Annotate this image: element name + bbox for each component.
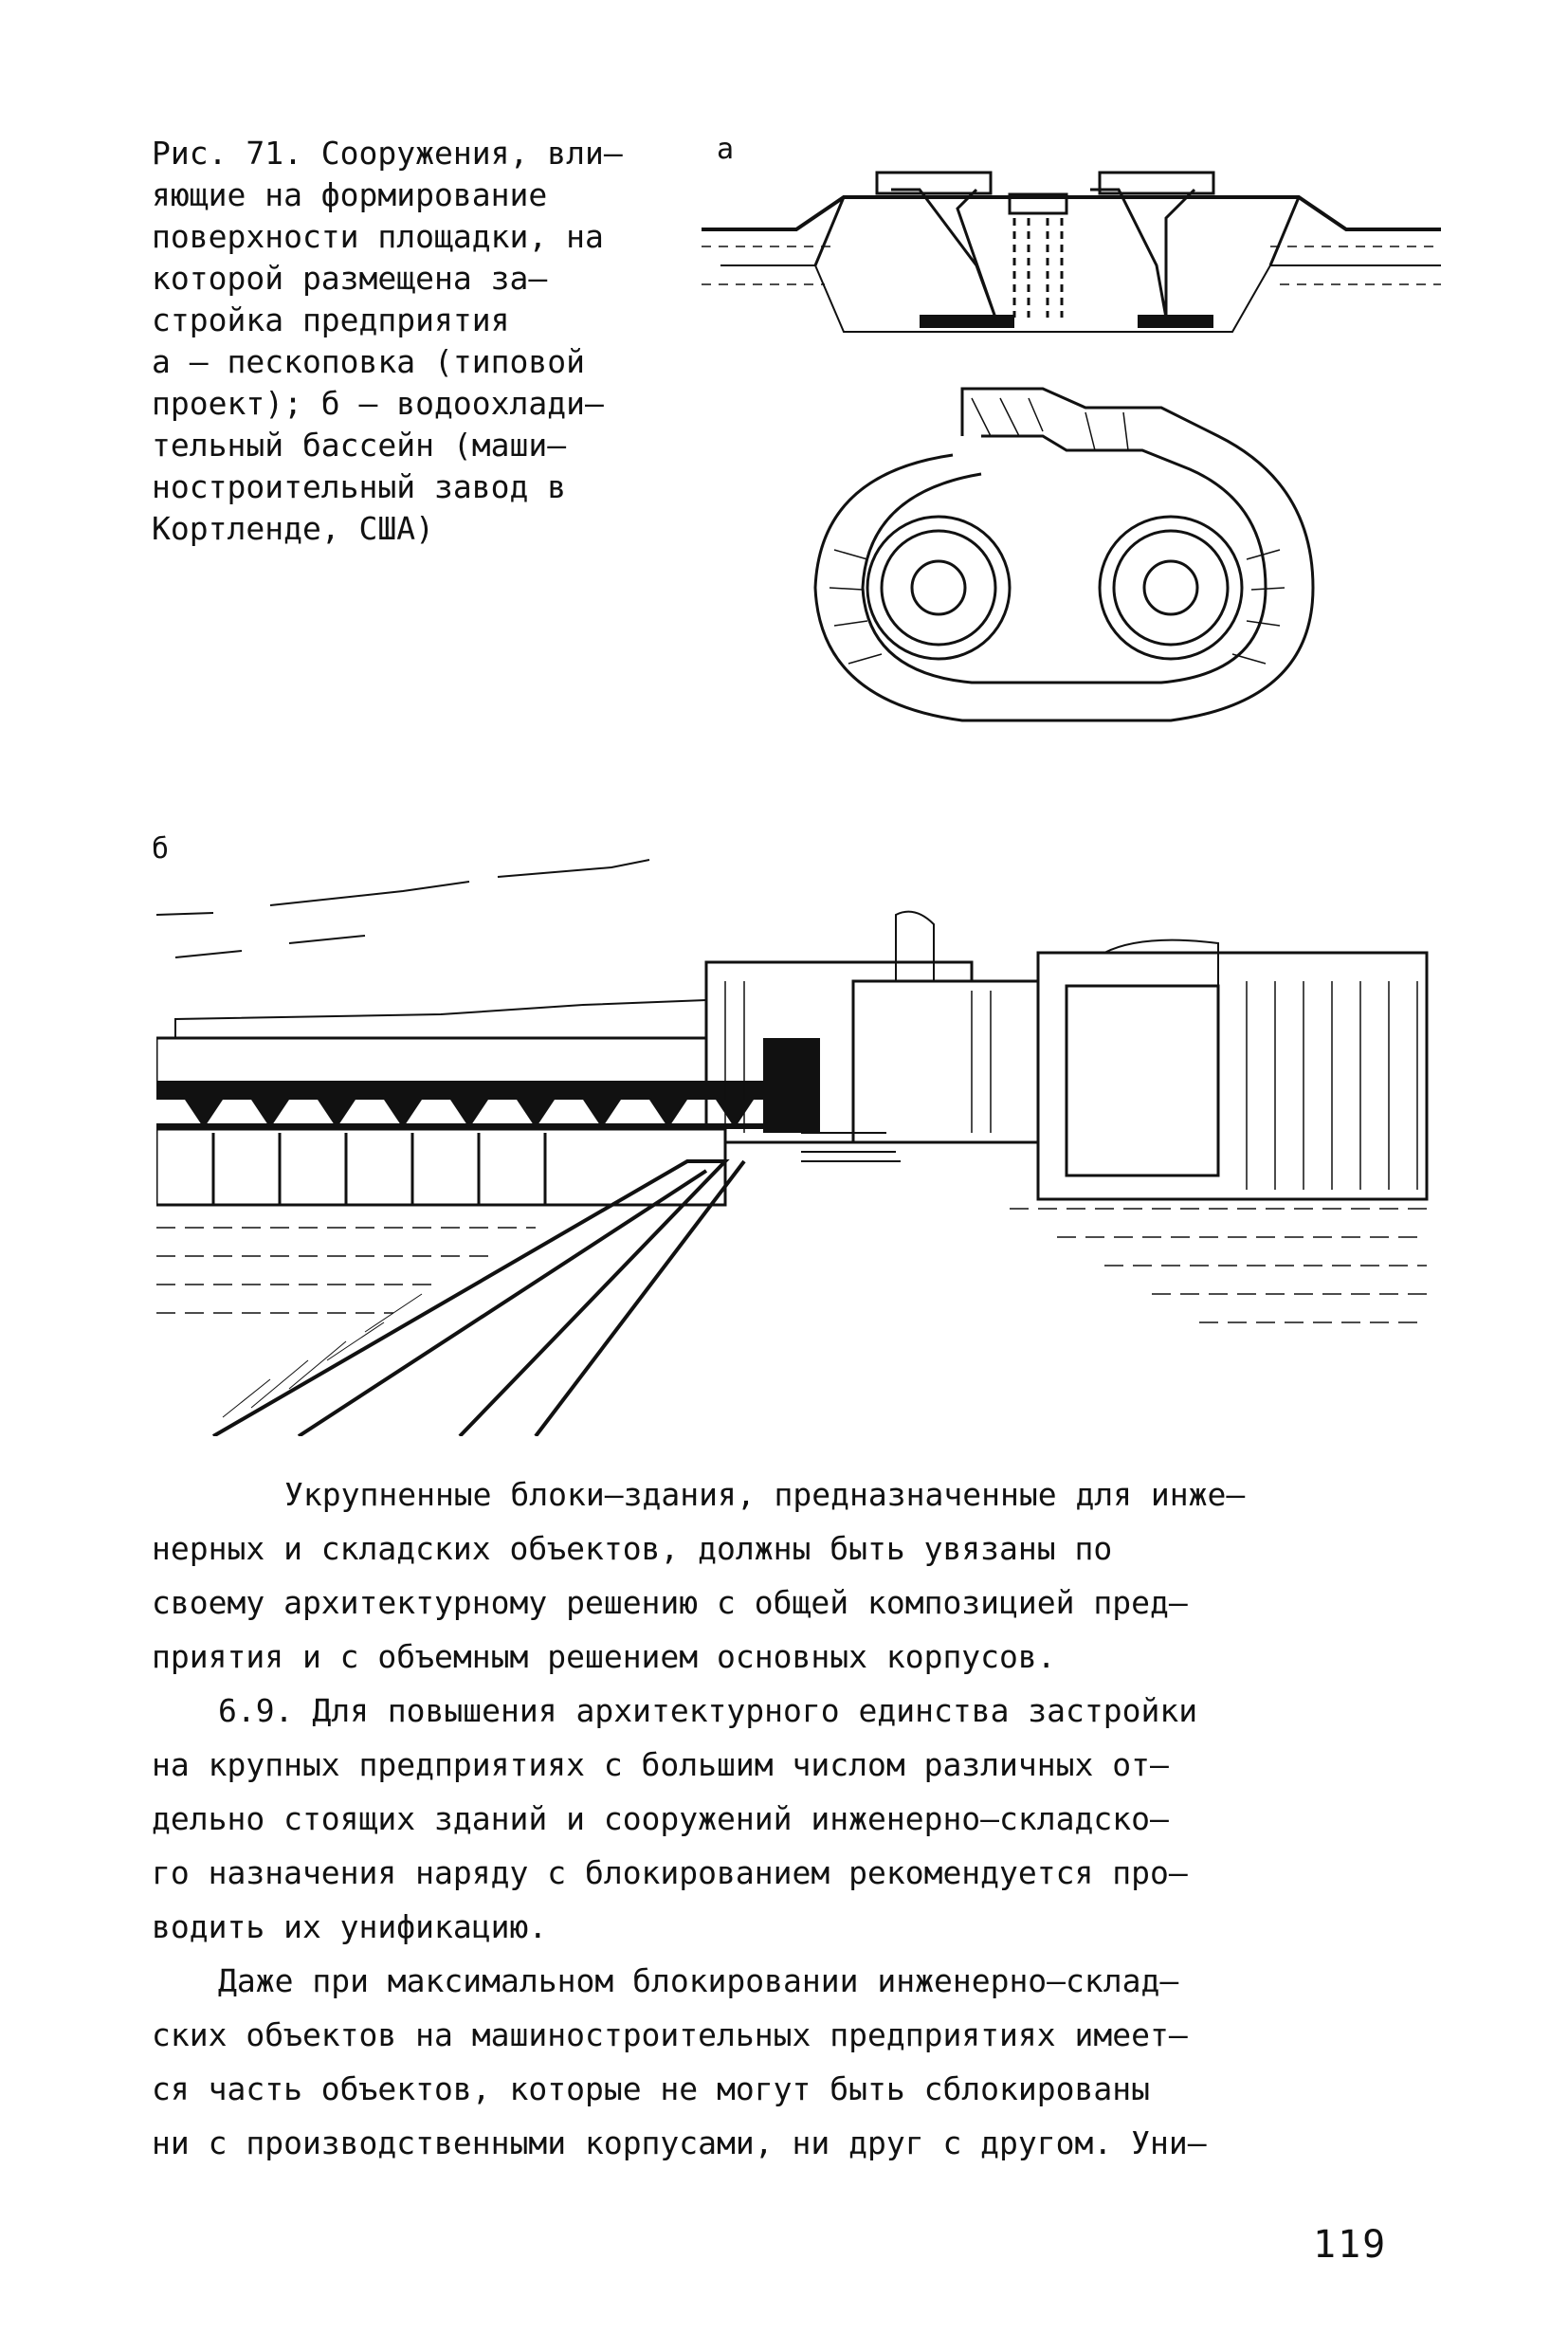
body-line: нерных и складских объектов, должны быть увязаны по bbox=[152, 1530, 1113, 1567]
body-line: приятия и с объемным решением основных корпусов. bbox=[152, 1638, 1056, 1675]
caption-line: поверхности площадки, на bbox=[152, 218, 604, 255]
body-line: го назначения наряду с блокированием рекомендуется про– bbox=[152, 1854, 1188, 1891]
caption-line: ностроительный завод в bbox=[152, 468, 567, 505]
body-line: Укрупненные блоки–здания, предназначенные для инже– bbox=[284, 1476, 1246, 1513]
figure-label-b: б bbox=[152, 832, 170, 866]
caption-line: проект); б – водоохлади– bbox=[152, 385, 604, 422]
body-line: ни с производственными корпусами, ни друг с другом. Уни– bbox=[152, 2124, 1207, 2161]
body-line: водить их унификацию. bbox=[152, 1908, 548, 1945]
figure-caption bbox=[152, 133, 671, 550]
caption-line: Рис. 71. Сооружения, вли– bbox=[152, 135, 623, 172]
body-line: дельно стоящих зданий и сооружений инженерно–складско– bbox=[152, 1800, 1169, 1837]
caption-line: стройка предприятия bbox=[152, 301, 510, 338]
sand-catcher-plan-drawing bbox=[801, 379, 1332, 739]
sand-catcher-section-drawing bbox=[702, 152, 1441, 341]
caption-line: тельный бассейн (маши– bbox=[152, 427, 567, 464]
caption-line: а – пескоповка (типовой bbox=[152, 343, 585, 380]
caption-line: Кортленде, США) bbox=[152, 510, 435, 547]
caption-line: которой размещена за– bbox=[152, 260, 548, 297]
body-line: своему архитектурному решению с общей композицией пред– bbox=[152, 1584, 1188, 1621]
page-number: 119 bbox=[1313, 2223, 1388, 2267]
body-line: ся часть объектов, которые не могут быть сблокированы bbox=[152, 2070, 1150, 2107]
body-line: ских объектов на машиностроительных предприятиях имеет– bbox=[152, 2016, 1188, 2053]
body-text bbox=[152, 1467, 1384, 2170]
caption-line: яющие на формирование bbox=[152, 176, 548, 213]
body-line: Даже при максимальном блокировании инженерно–склад– bbox=[218, 1962, 1179, 1999]
cooling-basin-perspective-drawing bbox=[156, 848, 1431, 1436]
body-line: на крупных предприятиях с большим числом различных от– bbox=[152, 1746, 1169, 1783]
figure-label-a: а bbox=[717, 133, 735, 166]
body-line: 6.9. Для повышения архитектурного единства застройки bbox=[218, 1692, 1198, 1729]
